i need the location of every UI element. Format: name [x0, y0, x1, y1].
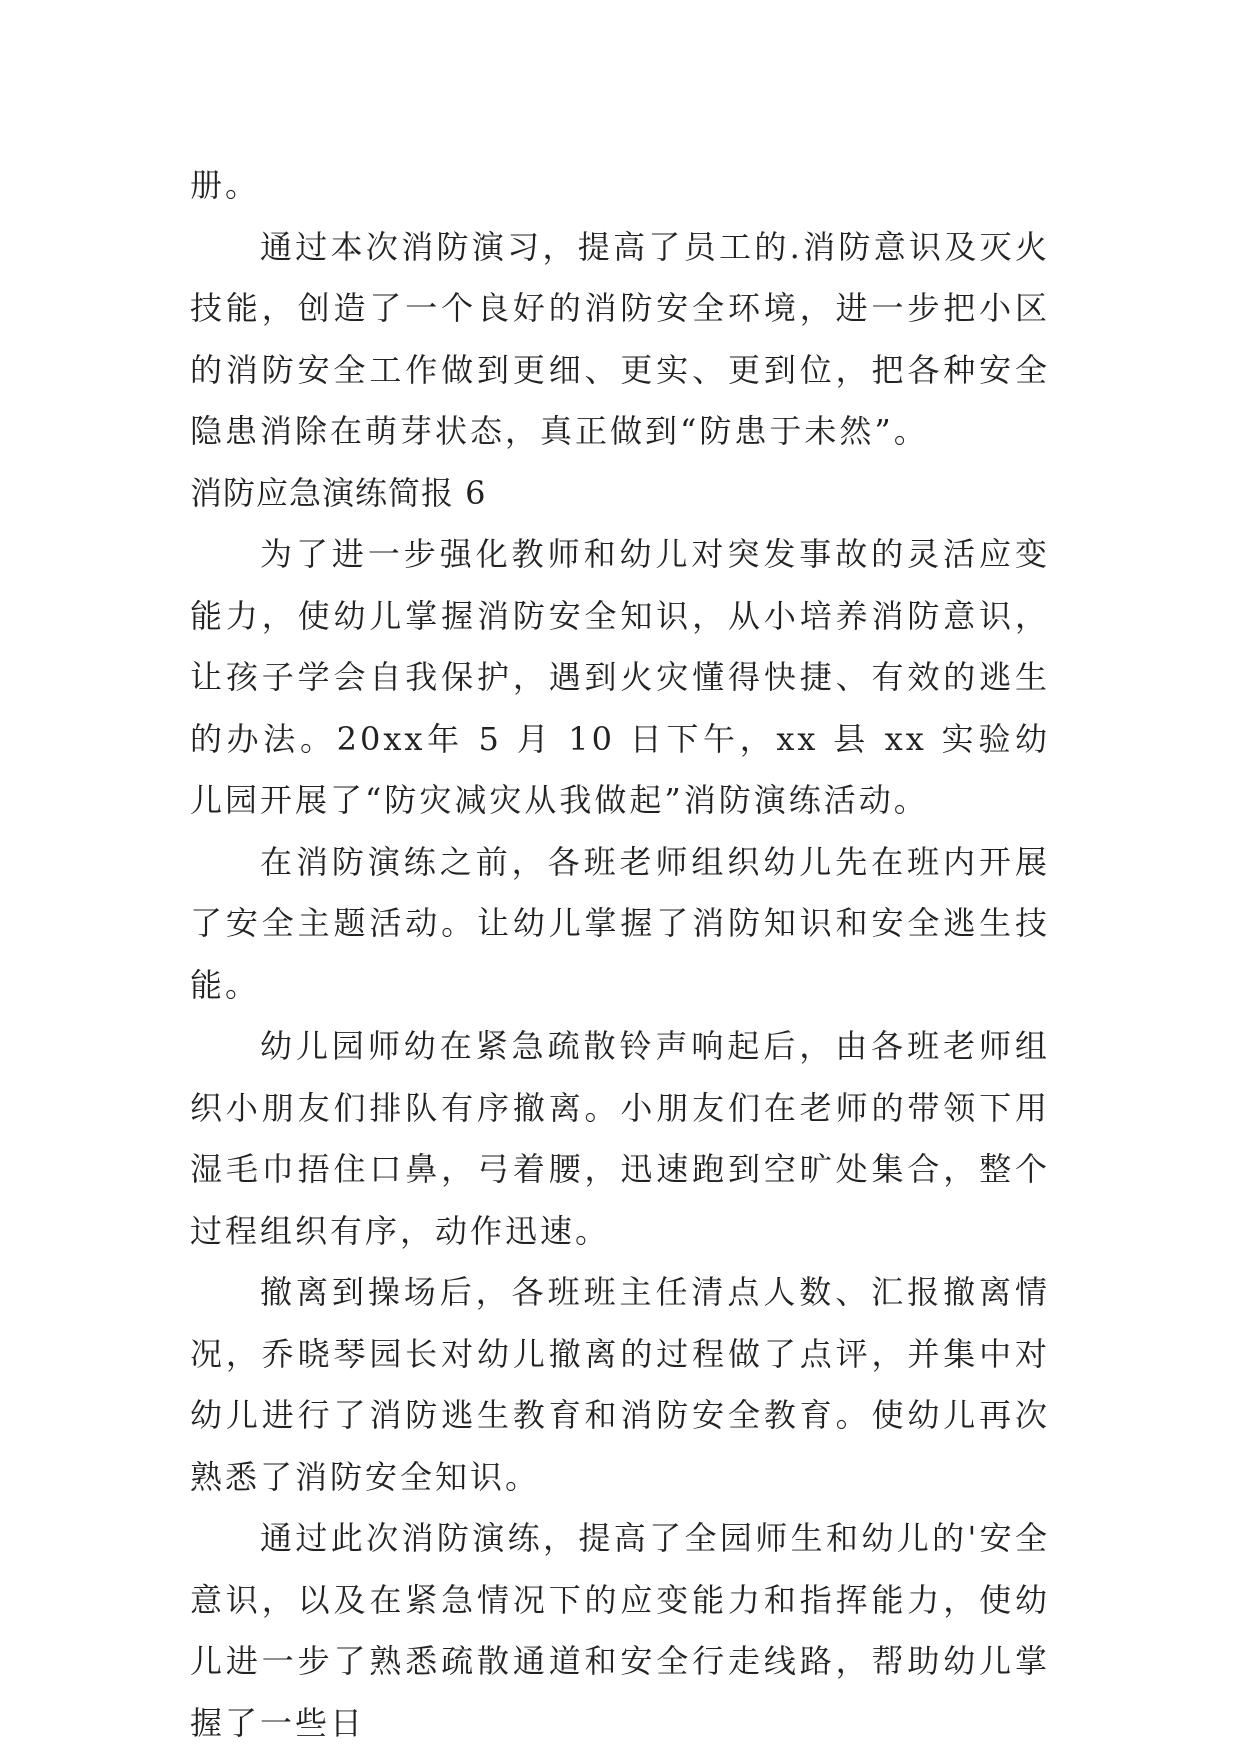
paragraph-assembly: 撤离到操场后，各班班主任清点人数、汇报撤离情况，乔晓琴园长对幼儿撤离的过程做了点评，并集中对幼儿进行了消防逃生教育和消防安全教育。使幼儿再次熟悉了消防安全知识。 [190, 1273, 1050, 1496]
paragraph-drill-summary: 通过本次消防演习，提高了员工的.消防意识及灭火技能，创造了一个良好的消防安全环境，进一步把小区的消防安全工作做到更细、更实、更到位，把各种安全隐患消除在萌芽状态，真正做到“防患于未然”。 [190, 227, 1050, 450]
paragraph-preparation: 在消防演练之前，各班老师组织幼儿先在班内开展了安全主题活动。让幼儿掌握了消防知识和安全逃生技能。 [190, 842, 1050, 1004]
paragraph-conclusion: 通过此次消防演练，提高了全园师生和幼儿的'安全意识，以及在紧急情况下的应变能力和指挥能力，使幼儿进一步了熟悉疏散通道和安全行走线路，帮助幼儿掌握了一些日 [190, 1519, 1050, 1742]
paragraph-evacuation: 幼儿园师幼在紧急疏散铃声响起后，由各班老师组织小朋友们排队有序撤离。小朋友们在老师的带领下用湿毛巾捂住口鼻，弓着腰，迅速跑到空旷处集合，整个过程组织有序，动作迅速。 [190, 1027, 1050, 1250]
paragraph-intro: 为了进一步强化教师和幼儿对突发事故的灵活应变能力，使幼儿掌握消防安全知识，从小培养消防意识，让孩子学会自我保护，遇到火灾懂得快捷、有效的逃生的办法。20xx年 5 月 10 日下午，xx 县 xx 实验幼儿园开展了“防灾减灾从我做起”消防演练活动。 [190, 535, 1050, 819]
section-heading: 消防应急演练简报 6 [190, 473, 487, 512]
document-body [190, 155, 1050, 1754]
paragraph-continuation: 册。 [190, 166, 261, 204]
